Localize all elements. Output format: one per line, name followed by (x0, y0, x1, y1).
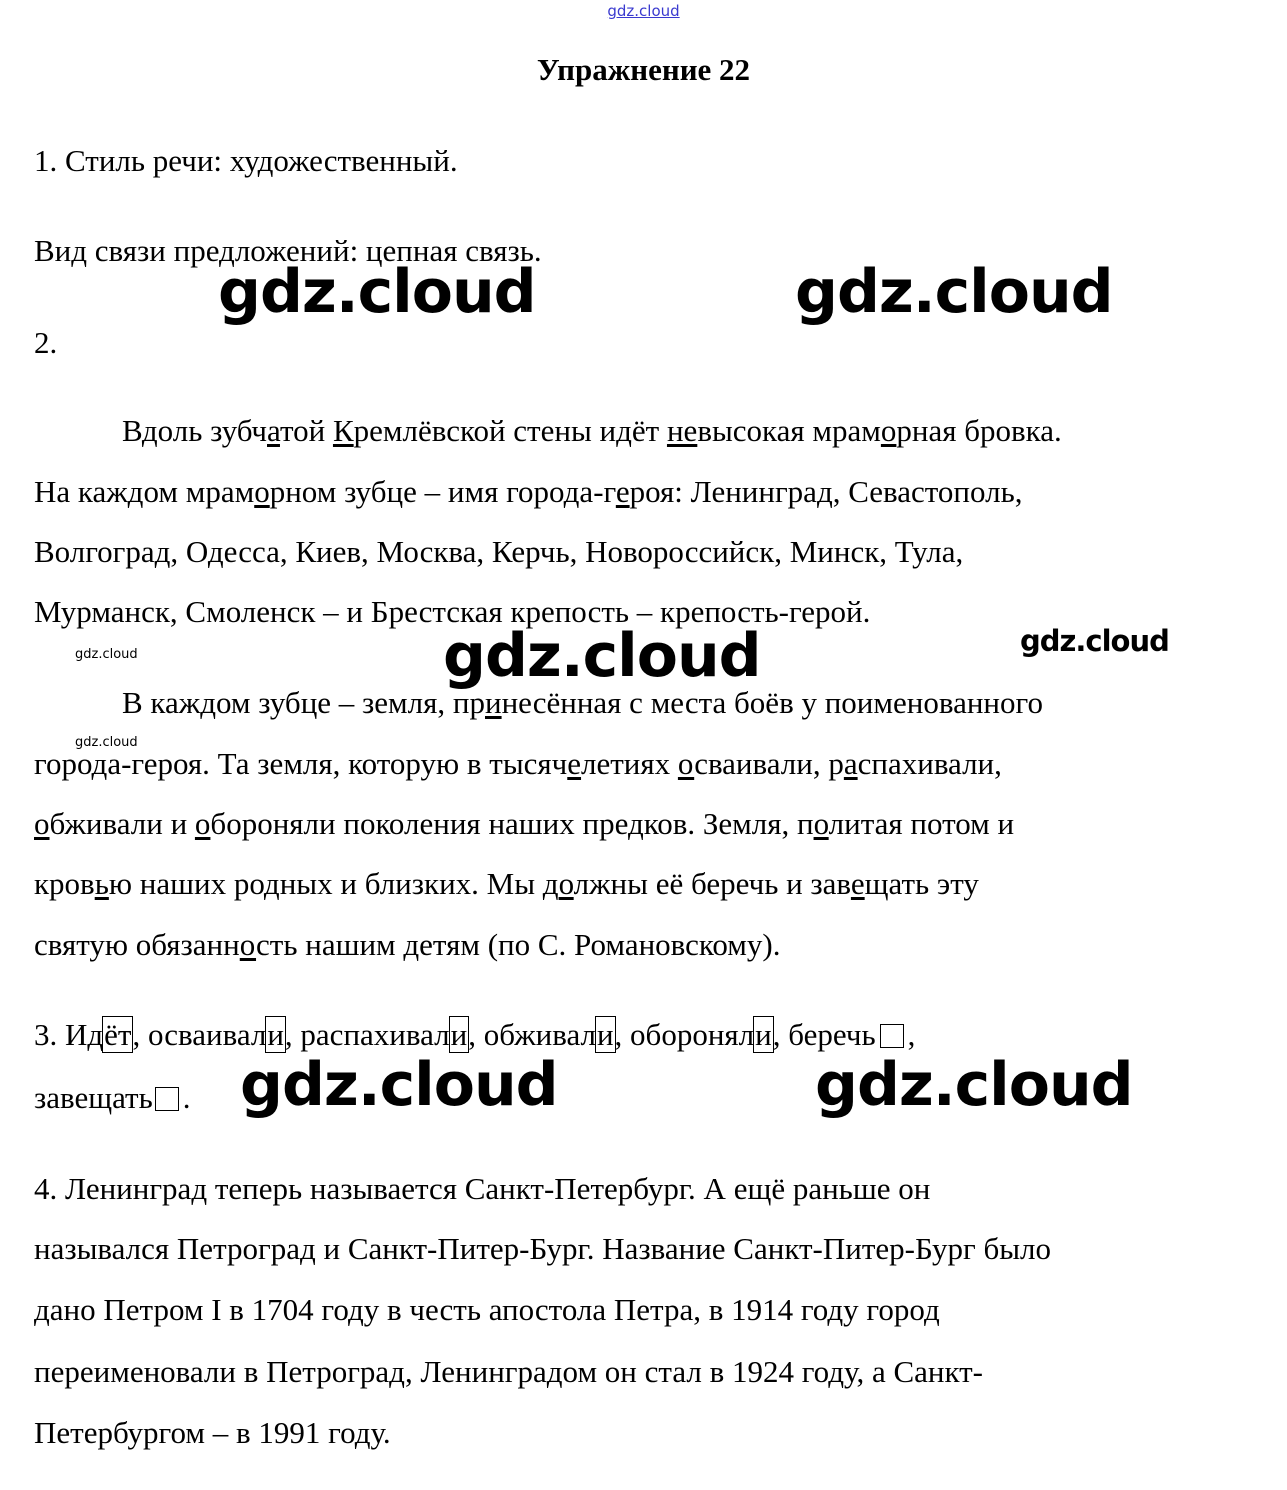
text-p1-line-2: На каждом мраморном зубце – имя города-героя: Ленинград, Севастополь, (34, 474, 1023, 509)
morpheme-line-1: 3. Идёт, осваивали, распахивали, обживали, обороняли, беречь , (34, 1017, 916, 1052)
ending-box: и (450, 1017, 468, 1052)
text-p2-line-1: В каждом зубце – земля, принесённая с места боёв у поименованного (122, 685, 1043, 720)
history-line-4: переименовали в Петроград, Ленинградом он стал в 1924 году, а Санкт- (34, 1354, 983, 1389)
watermark: gdz.cloud (240, 1050, 558, 1120)
watermark: gdz.cloud (218, 257, 536, 327)
text-p2-line-4: кровью наших родных и близких. Мы должны её беречь и завещать эту (34, 866, 979, 901)
watermark: gdz.cloud (795, 257, 1113, 327)
ending-box: и (596, 1017, 614, 1052)
text-p2-line-5: святую обязанность нашим детям (по С. Романовскому). (34, 927, 781, 962)
ending-box: и (267, 1017, 284, 1052)
text-p1-line-3: Волгоград, Одесса, Киев, Москва, Керчь, Новороссийск, Минск, Тула, (34, 534, 964, 569)
history-line-1: 4. Ленинград теперь называется Санкт-Петербург. А ещё раньше он (34, 1171, 931, 1206)
header-watermark-link[interactable]: gdz.cloud (607, 2, 680, 20)
text-p2-line-3: обживали и обороняли поколения наших предков. Земля, политая потом и (34, 806, 1015, 841)
page-title: Упражнение 22 (536, 52, 751, 87)
watermark: gdz.cloud (1020, 624, 1169, 658)
history-line-5: Петербургом – в 1991 году. (34, 1415, 391, 1450)
section-2-number: 2. (34, 325, 58, 360)
sentence-link-line: Вид связи предложений: цепная связь. (34, 233, 542, 268)
watermark: gdz.cloud (443, 621, 761, 691)
watermark: gdz.cloud (815, 1050, 1133, 1120)
ending-box: и (755, 1017, 772, 1052)
watermark: gdz.cloud (75, 647, 138, 662)
watermark: gdz.cloud (75, 735, 138, 750)
history-line-3: дано Петром I в 1704 году в честь апостола Петра, в 1914 году город (34, 1292, 940, 1327)
speech-style-line: 1. Стиль речи: художественный. (34, 143, 458, 178)
text-p1-line-4: Мурманск, Смоленск – и Брестская крепость – крепость-герой. (34, 594, 871, 629)
morpheme-line-2: завещать . (34, 1080, 191, 1115)
text-p1-line-1: Вдоль зубчатой Кремлёвской стены идёт невысокая мраморная бровка. (122, 413, 1062, 448)
zero-ending-box (155, 1087, 179, 1111)
zero-ending-box (880, 1024, 904, 1048)
text-p2-line-2: города-героя. Та земля, которую в тысячелетиях осваивали, распахивали, (34, 746, 1002, 781)
history-line-2: назывался Петроград и Санкт-Питер-Бург. Название Санкт-Питер-Бург было (34, 1231, 1052, 1266)
ending-box: ёт (104, 1017, 132, 1052)
